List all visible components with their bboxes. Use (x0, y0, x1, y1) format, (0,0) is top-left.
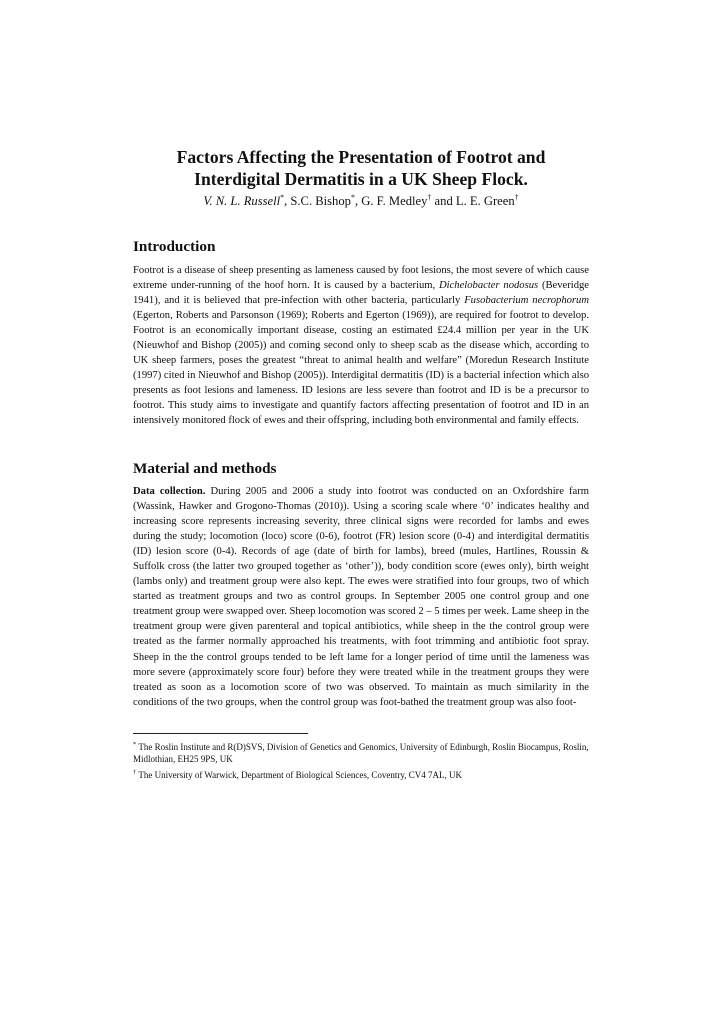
data-collection-paragraph (133, 484, 589, 710)
introduction-paragraph (133, 263, 589, 429)
author-name: V. N. L. Russell (203, 194, 281, 209)
methods-text: During 2005 and 2006 a study into footrot was conducted on an Oxfordshire farm (Wassink, Hawker and Grogono-Thomas (2010)). Using a scoring scale where ‘0’ indicates healthy and increasing score represents increasing severity, three clinical signs were recorded for lambs and ewes during the study; locomotion (loco) score (0-6), footrot (FR) lesion score (0-4) and interdigital dermatitis (ID) lesion score (0-4). Records of age (date of birth for lambs), breed (mules, Hartlines, Roussin & Suffolk cross (the latter two grouped together as ‘other’)), body condition score (ewes only), birth weight (lambs only) and treatment group were also kept. The ewes were stratified into four groups, two of which started as treatment groups and two as control groups. In September 2005 one control group and one treatment group were swapped over. Sheep locomotion was scored 2 – 5 times per week. Lame sheep in the treatment group were given parenteral and topical antibiotics, while sheep in the the control group were treated as the farmer normally approached his treatments, with foot trimming and antibiotic foot spray. Sheep in the the control groups tended to be left lame for a longer period of time until the lameness was more severe (approximately score four) before they were treated while in the treatment groups they were treated as soon as a locomotion score of two was observed. To maintain as much similarity in the conditions of the two groups, when the control group was foot-bathed the treatment group was also foot- (133, 486, 589, 708)
author-affiliation-mark: * (280, 193, 285, 202)
subsection-label: Data collection. (133, 486, 206, 497)
author-affiliation-mark: * (350, 193, 355, 202)
author-line: V. N. L. Russell*, S.C. Bishop*, G. F. Medley† and L. E. Green† (203, 193, 519, 209)
organism-name: Fusobacterium necrophorum (464, 295, 589, 307)
footnote-divider (133, 733, 308, 734)
author-affiliation-mark: † (514, 193, 519, 202)
section-heading-methods: Material and methods (133, 460, 277, 477)
intro-text: Footrot is a disease of sheep presenting as lameness caused by foot lesions, the most severe of which cause extreme under-running of the hoof horn. It is caused by a bacterium, (133, 265, 589, 292)
intro-text: (Egerton, Roberts and Parsonson (1969); Roberts and Egerton (1969)), are required for footrot to develop. Footrot is an economically important disease, costing an estimated £24.4 million per year in the UK (Nieuwhof and Bishop (2005)) and coming second only to sheep scab as the disease which, according to UK sheep farmers, poses the greatest “threat to animal health and welfare” (Moredun Research Institute (1997) cited in Nieuwhof and Bishop (2005)). Interdigital dermatitis (ID) is a bacterial infection which also presents as foot lesions and lameness. ID lesions are less severe than footrot and ID is be a precursor to footrot. This study aims to investigate and quantify factors affecting presentation of footrot and ID in an intensively monitored flock of ewes and their offspring, including both environmental and family effects. (133, 310, 589, 427)
author-affiliation-mark: † (427, 193, 432, 202)
footnote-mark: * (133, 741, 137, 748)
author-name: L. E. Green (455, 194, 515, 209)
intro-text: (Beveridge 1941), and it is believed that pre-infection with other bacteria, particularly (133, 280, 590, 307)
organism-name: Dichelobacter nodosus (439, 280, 539, 292)
footnote-text: The Roslin Institute and R(D)SVS, Division of Genetics and Genomics, University of Edinburgh, Roslin Biocampus, Roslin, Midlothian, EH25 9PS, UK (133, 742, 589, 765)
author-name: G. F. Medley (361, 194, 428, 209)
section-heading-introduction: Introduction (133, 238, 216, 255)
footnote (133, 739, 589, 766)
author-name: S.C. Bishop (290, 194, 351, 209)
paper-title: Factors Affecting the Presentation of Footrot and Interdigital Dermatitis in a UK Sheep Flock. (176, 147, 546, 189)
footnote-text: The University of Warwick, Department of Biological Sciences, Coventry, CV4 7AL, UK (136, 770, 463, 780)
footnote-mark: † (133, 769, 137, 776)
footnote (133, 767, 589, 781)
